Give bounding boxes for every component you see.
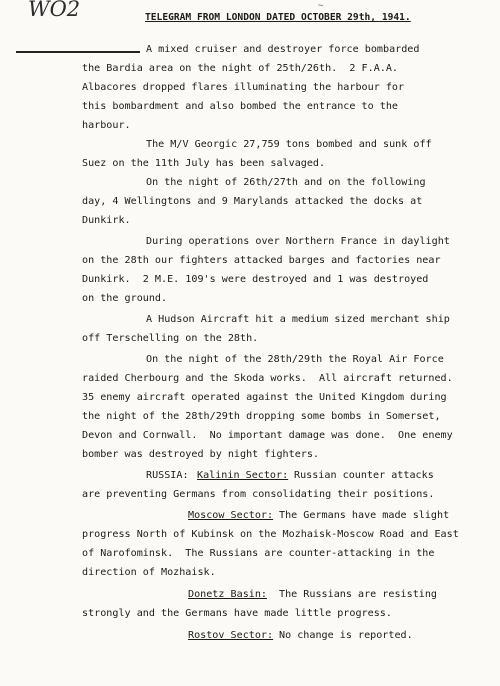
text-line: raided Cherbourg and the Skoda works. All aircraft returned. [82,373,453,384]
text-line: A mixed cruiser and destroyer force bombarded [146,44,420,55]
text-line: Devon and Cornwall. No important damage was done. One enemy [82,430,453,441]
text-line: No change is reported. [279,630,413,641]
text-line: direction of Mozhaisk. [82,567,216,578]
text-line: Russian counter attacks [294,470,434,481]
text-line: progress North of Kubinsk on the Mozhaisk-Moscow Road and East [82,529,459,540]
text-line: off Terschelling on the 28th. [82,333,259,344]
document-title: TELEGRAM FROM LONDON DATED OCTOBER 29th, 1941. [145,12,411,23]
text-line: bomber was destroyed by night fighters. [82,449,320,460]
text-line: strongly and the Germans have made little progress. [82,608,392,619]
donetz-basin-heading: Donetz Basin: [188,589,268,600]
text-line: On the night of the 28th/29th the Royal Air Force [146,354,444,365]
kalinin-sector-heading: Kalinin Sector: [197,470,289,481]
text-line: Suez on the 11th July has been salvaged. [82,158,326,169]
text-line: the Bardia area on the night of 25th/26th. 2 F.A.A. [82,63,399,74]
text-line: Albacores dropped flares illuminating the harbour for [82,82,405,93]
text-line: on the 28th our fighters attacked barges and factories near [82,255,441,266]
text-line: day, 4 Wellingtons and 9 Marylands attacked the docks at [82,196,423,207]
text-line: Dunkirk. [82,215,131,226]
text-line: of Narofominsk. The Russians are counter-attacking in the [82,548,435,559]
text-line: are preventing Germans from consolidating their positions. [82,489,435,500]
text-line: Dunkirk. 2 M.E. 109's were destroyed and 1 was destroyed [82,274,429,285]
text-line: A Hudson Aircraft hit a medium sized merchant ship [146,314,450,325]
margin-rule [16,51,140,53]
handwritten-mark: WO2 [28,0,81,21]
text-line: the night of the 28th/29th dropping some bombs in Somerset, [82,411,441,422]
text-line: 35 enemy aircraft operated against the United Kingdom during [82,392,447,403]
text-line: The M/V Georgic 27,759 tons bombed and sunk off [146,139,432,150]
text-line: On the night of 26th/27th and on the following [146,177,426,188]
text-line: The Germans have made slight [279,510,450,521]
text-line: The Russians are resisting [279,589,438,600]
text-line: harbour. [82,120,131,131]
moscow-sector-heading: Moscow Sector: [188,510,274,521]
text-line: this bombardment and also bombed the entrance to the [82,101,399,112]
text-line: During operations over Northern France in daylight [146,236,450,247]
text-line: on the ground. [82,293,168,304]
rostov-sector-heading: Rostov Sector: [188,630,274,641]
pen-mark-icon: ∼ [318,1,324,11]
russia-label: RUSSIA: [146,470,189,481]
